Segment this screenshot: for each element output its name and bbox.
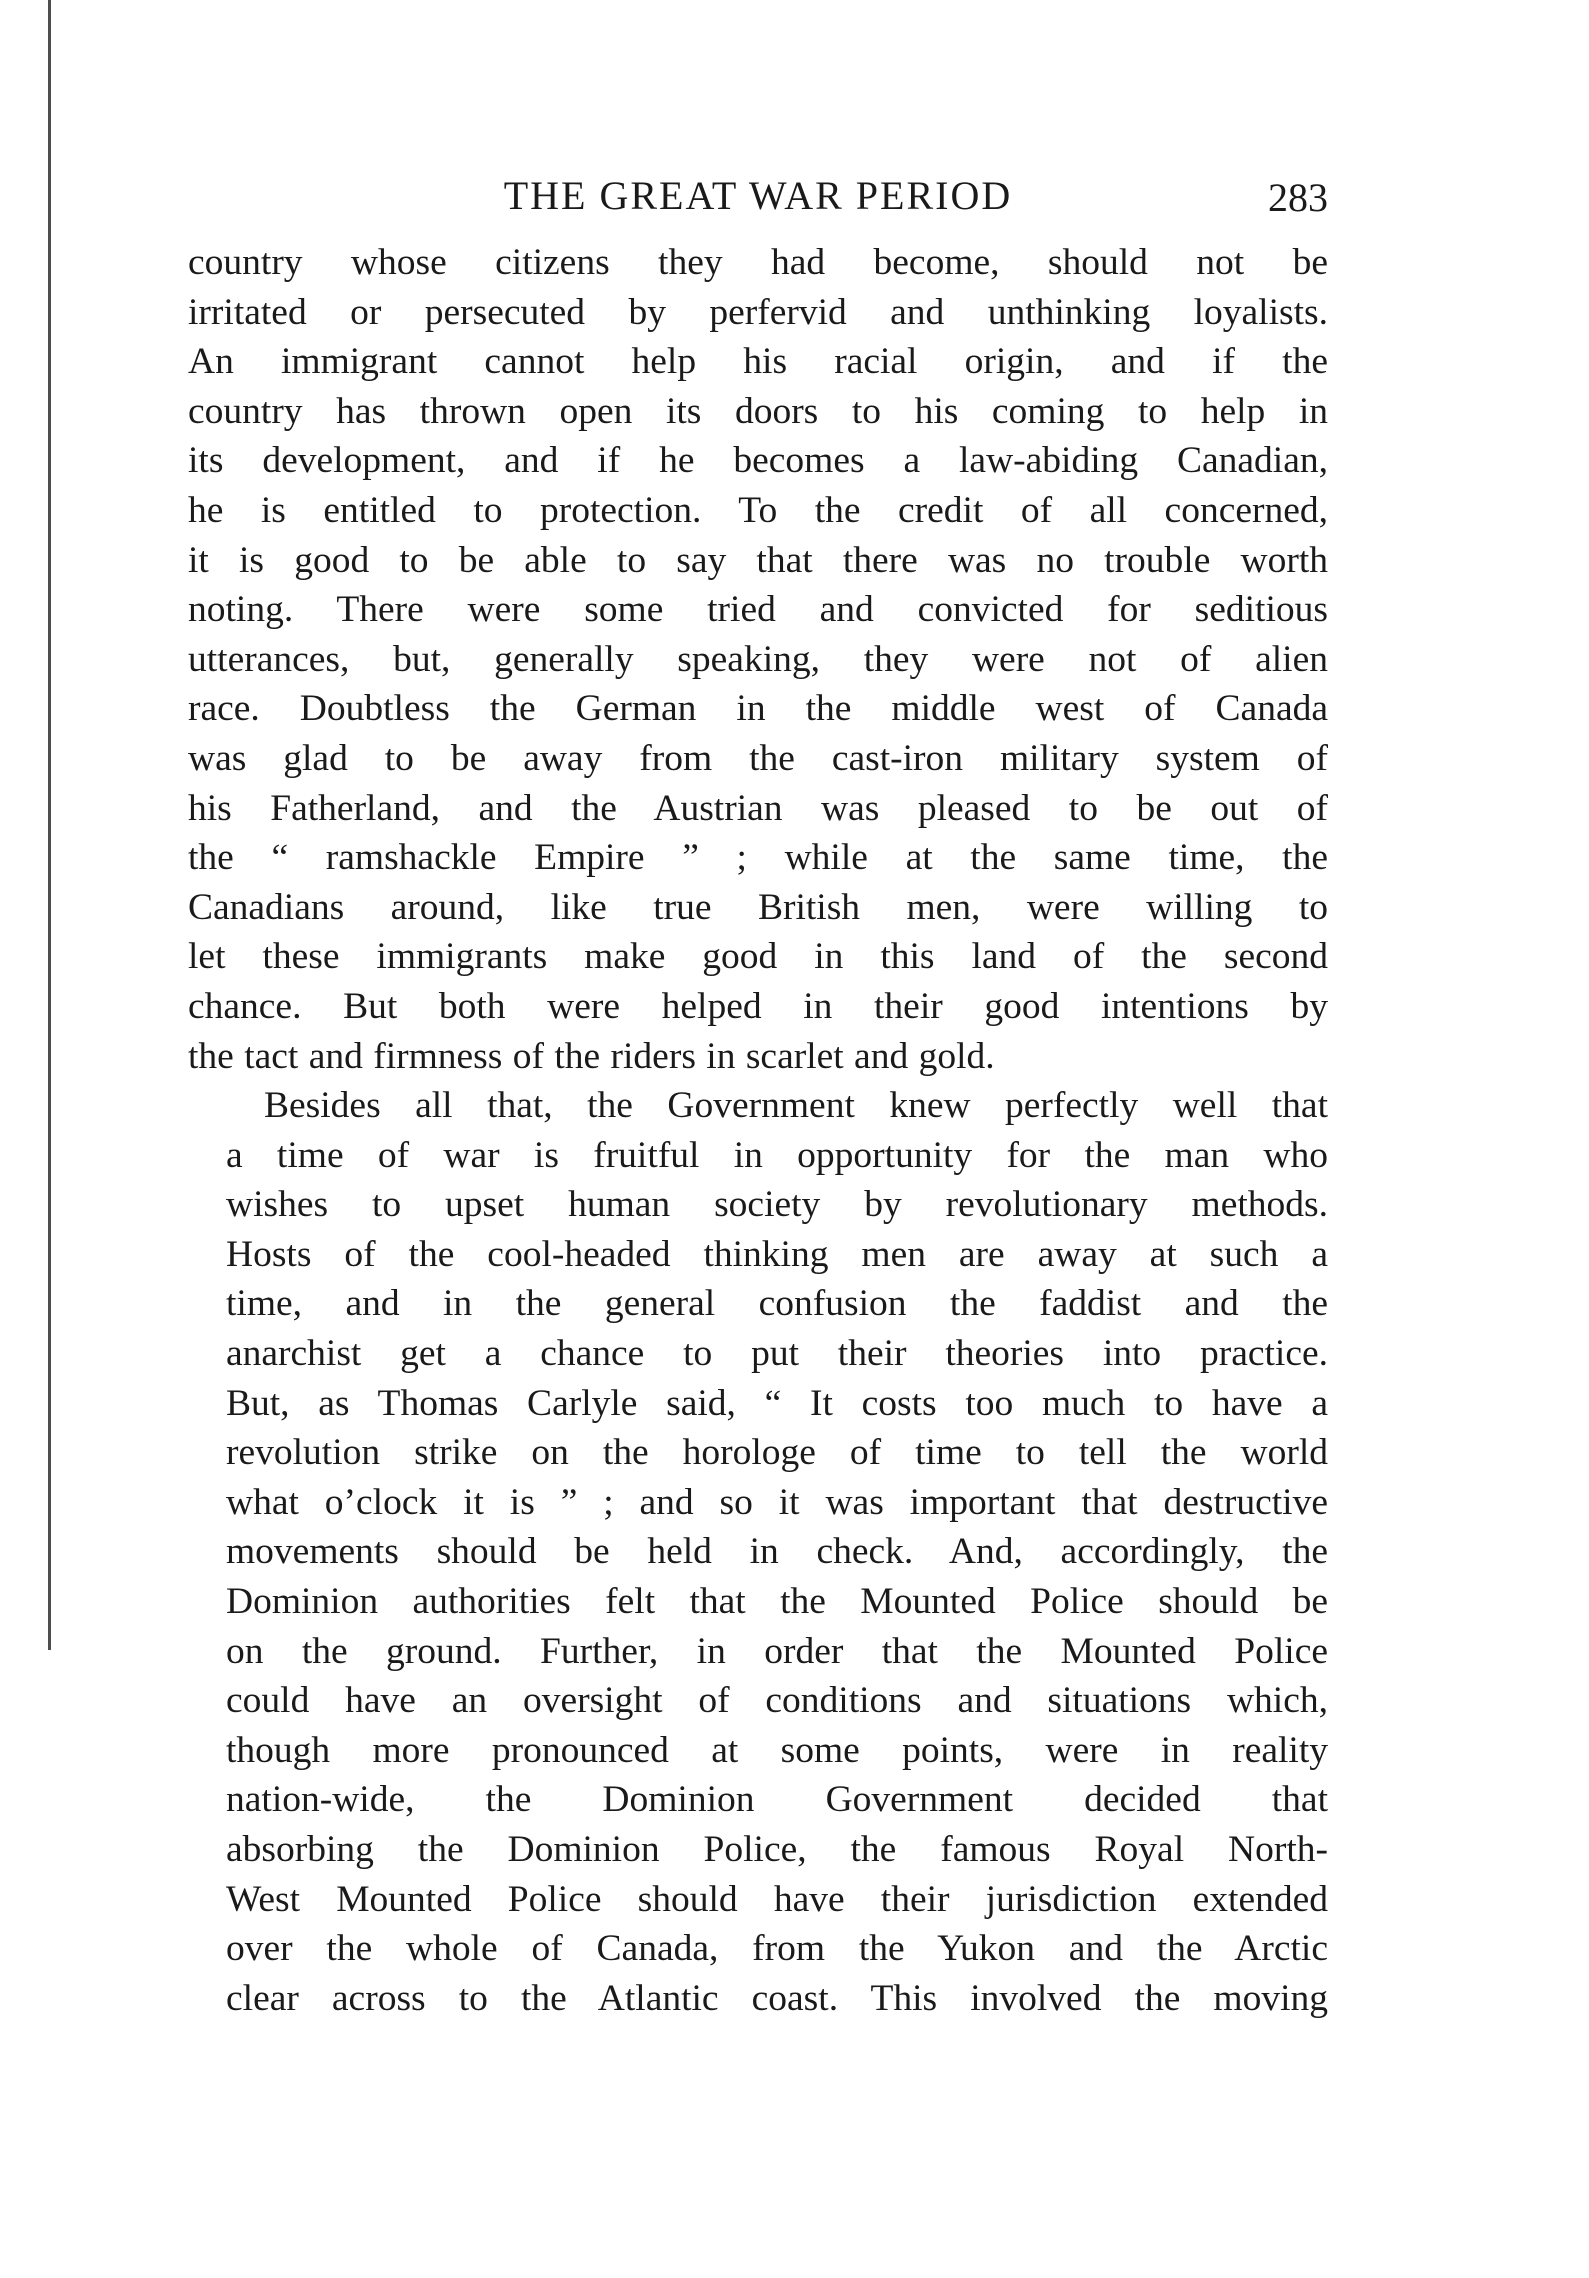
text-line: movements should be held in check. And, accordingly, the [226,1531,1328,1573]
text-line: though more pronounced at some points, were in reality [226,1729,1328,1771]
page-number: 283 [1268,175,1328,220]
text-line: country has thrown open its doors to his coming to help in [188,390,1328,432]
paragraph-1 [188,238,1328,1081]
text-line: the tact and firmness of the riders in scarlet and gold. [188,1035,995,1077]
text-line: its development, and if he becomes a law-abiding Canadian, [188,440,1328,482]
text-line: was glad to be away from the cast-iron military system of [188,737,1328,779]
text-line: anarchist get a chance to put their theories into practice. [226,1333,1328,1375]
body-text [188,238,1328,2023]
text-line: a time of war is fruitful in opportunity for the man who [226,1134,1328,1176]
text-line: Dominion authorities felt that the Mounted Police should be [226,1581,1328,1623]
text-line: it is good to be able to say that there was no trouble worth [188,539,1328,581]
text-line: let these immigrants make good in this land of the second [188,936,1328,978]
text-line: noting. There were some tried and convicted for seditious [188,589,1328,631]
text-line: West Mounted Police should have their jurisdiction extended [226,1878,1328,1920]
text-line: time, and in the general confusion the faddist and the [226,1283,1328,1325]
text-line: absorbing the Dominion Police, the famous Royal North- [226,1829,1328,1870]
text-line: irritated or persecuted by perfervid and unthinking loyalists. [188,291,1328,333]
text-line: the “ ramshackle Empire ” ; while at the same time, the [188,837,1328,879]
text-line: what o’clock it is ” ; and so it was important that destructive [226,1481,1328,1523]
text-line: An immigrant cannot help his racial origin, and if the [188,341,1328,383]
binding-edge-line [48,0,51,1650]
book-page [188,168,1328,2023]
text-line: wishes to upset human society by revolutionary methods. [226,1184,1328,1226]
text-line: he is entitled to protection. To the credit of all concerned, [188,489,1328,531]
running-head-title: THE GREAT WAR PERIOD [503,173,1013,218]
text-line: Hosts of the cool-headed thinking men are away at such a [226,1233,1328,1275]
text-line: Canadians around, like true British men, were willing to [188,886,1328,928]
text-line: utterances, but, generally speaking, they were not of alien [188,638,1328,680]
text-line: But, as Thomas Carlyle said, “ It costs too much to have a [226,1382,1328,1424]
text-line: revolution strike on the horologe of time to tell the world [226,1432,1328,1474]
running-head [188,168,1328,228]
text-line: race. Doubtless the German in the middle west of Canada [188,688,1328,730]
text-line: chance. But both were helped in their good intentions by [188,985,1328,1027]
text-line: over the whole of Canada, from the Yukon and the Arctic [226,1928,1328,1970]
text-line: his Fatherland, and the Austrian was pleased to be out of [188,787,1328,829]
paragraph-2 [188,1081,1328,2023]
text-line: Besides all that, the Government knew perfectly well that [264,1085,1328,1127]
text-line: on the ground. Further, in order that the Mounted Police [226,1630,1328,1672]
text-line: clear across to the Atlantic coast. This involved the moving [226,1977,1328,2019]
text-line: nation-wide, the Dominion Government decided that [226,1779,1328,1821]
text-line: country whose citizens they had become, should not be [188,242,1328,283]
text-line: could have an oversight of conditions and situations which, [226,1680,1328,1722]
